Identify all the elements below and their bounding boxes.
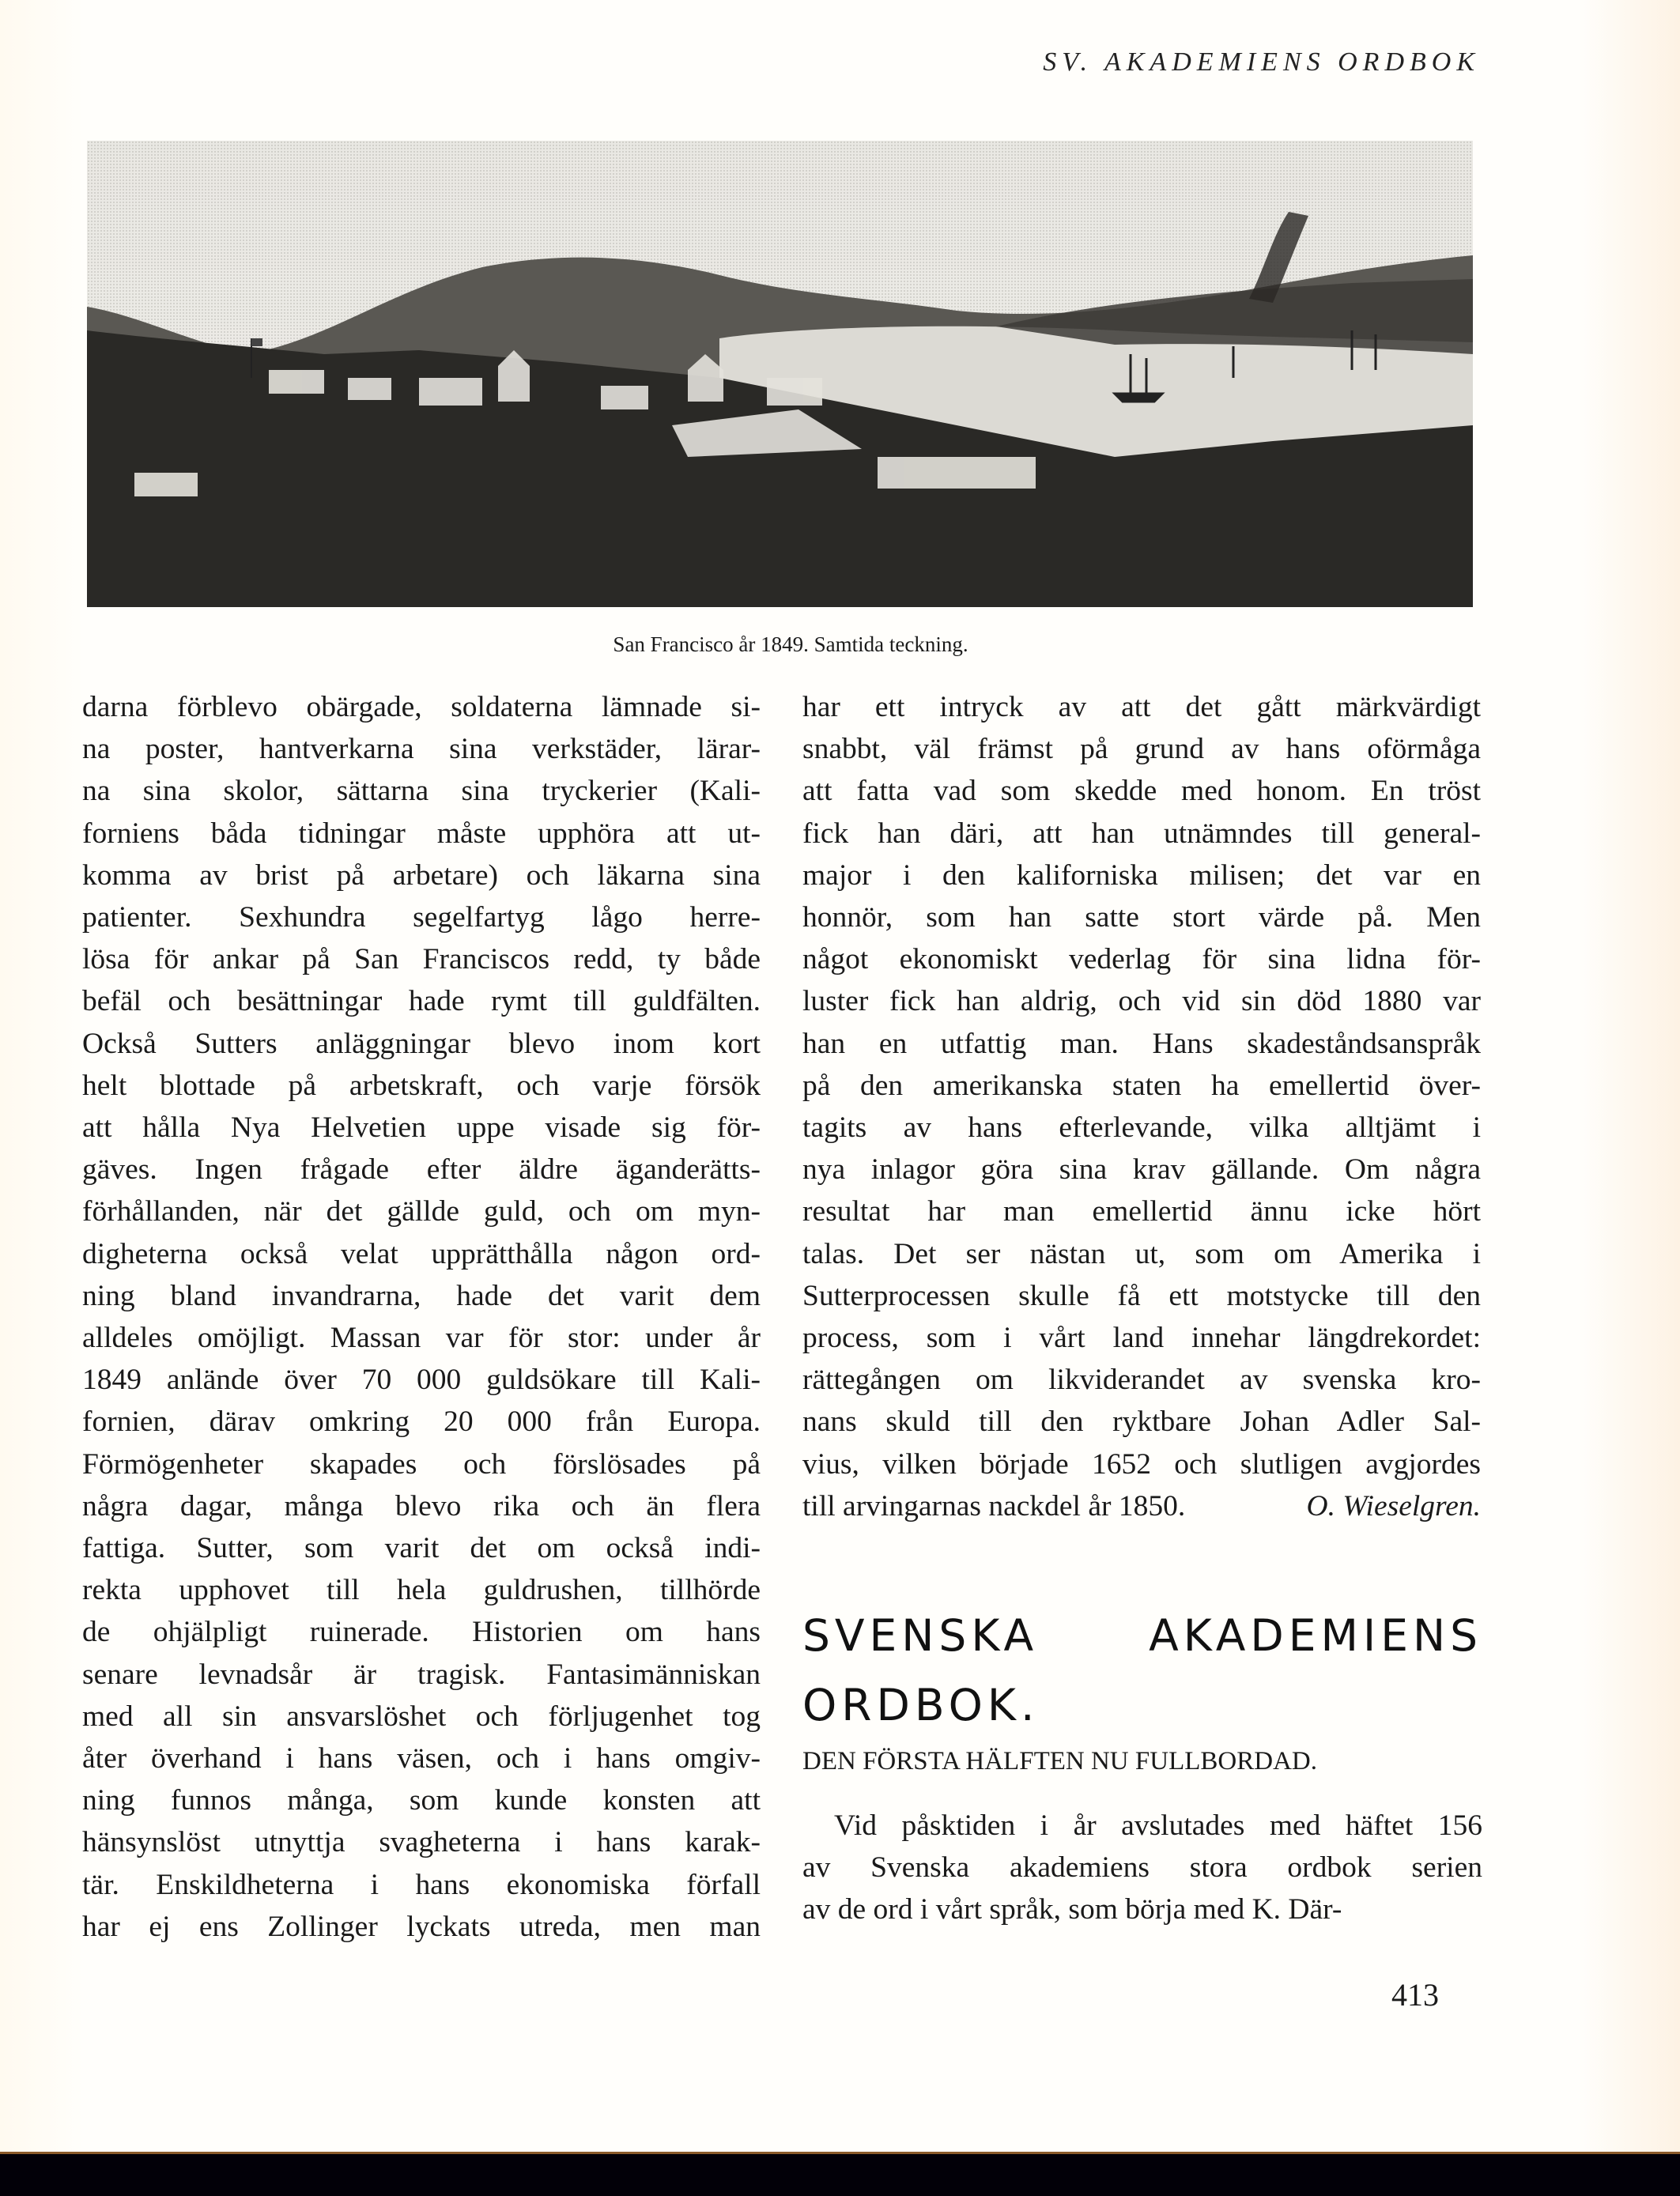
text-line: något ekonomiskt vederlag för sina lidna för- — [802, 943, 1481, 976]
text-line: att hålla Nya Helvetien uppe visade sig för- — [82, 1111, 761, 1145]
text-line-with-signature — [802, 1485, 1481, 1527]
figure-san-francisco-engraving — [87, 141, 1473, 607]
text-line: han en utfattig man. Hans skadeståndsanspråk — [802, 1027, 1481, 1060]
text-line: nya inlagor göra sina krav gällande. Om några — [802, 1153, 1481, 1187]
scan-border — [0, 2152, 1680, 2196]
text-line: att fatta vad som skedde med honom. En tröst — [802, 775, 1481, 808]
text-line: av Svenska akademiens stora ordbok serien — [802, 1851, 1482, 1885]
section-title-line-1: SVENSKA AKADEMIENS — [802, 1610, 1482, 1661]
text-line: senare levnadsår är tragisk. Fantasimänniskan — [82, 1658, 761, 1691]
text-line: fattiga. Sutter, som varit det om också indi- — [82, 1532, 761, 1565]
figure-caption: San Francisco år 1849. Samtida teckning. — [613, 632, 968, 656]
text-line: Förmögenheter skapades och förslösades på — [82, 1447, 761, 1481]
right-column — [802, 686, 1481, 1527]
text-line: darna förblevo obärgade, soldaterna lämnade si- — [82, 691, 761, 723]
section-body — [802, 1805, 1482, 1931]
text-line: några dagar, många blevo rika och än flera — [82, 1489, 761, 1522]
text-line: till arvingarnas nackdel år 1850. — [802, 1489, 1186, 1522]
text-line: Sutterprocessen skulle få ett motstycke till den — [802, 1279, 1481, 1312]
text-line: honnör, som han satte stort värde på. Men — [802, 901, 1481, 934]
text-line: lösa för ankar på San Franciscos redd, ty både — [82, 943, 761, 976]
text-line: med all sin ansvarslöshet och förljugenhet tog — [82, 1700, 761, 1733]
text-line: forniens båda tidningar måste upphöra att ut- — [82, 817, 761, 850]
text-line: na poster, hantverkarna sina verkstäder, lärar- — [82, 733, 761, 766]
text-line: befäl och besättningar hade rymt till guldfälten. — [82, 985, 761, 1018]
text-line: major i den kaliforniska milisen; det var en — [802, 858, 1481, 892]
author-signature: O. Wieselgren. — [1306, 1489, 1481, 1522]
text-line: snabbt, väl främst på grund av hans oförmåga — [802, 733, 1481, 766]
text-line: gäves. Ingen frågade efter äldre äganderätts- — [82, 1153, 761, 1187]
text-line: resultat har man emellertid ännu icke hört — [802, 1195, 1481, 1228]
text-line: Också Sutters anläggningar blevo inom kort — [82, 1027, 761, 1060]
text-line: rättegången om likviderandet av svenska kro- — [802, 1364, 1481, 1397]
text-line: luster fick han aldrig, och vid sin död 1880 var — [802, 985, 1481, 1018]
text-line: fornien, därav omkring 20 000 från Europa. — [82, 1406, 761, 1439]
text-line: patienter. Sexhundra segelfartyg lågo herre- — [82, 901, 761, 934]
text-line: på den amerikanska staten ha emellertid över- — [802, 1069, 1481, 1102]
text-line: helt blottade på arbetskraft, och varje försök — [82, 1069, 761, 1102]
running-head: SV. AKADEMIENS ORDBOK — [1043, 47, 1480, 77]
section-title — [802, 1601, 1482, 1740]
text-line: ning funnos många, som kunde konsten att — [82, 1784, 761, 1817]
text-line: hänsynslöst utnyttja svagheterna i hans karak- — [82, 1826, 761, 1859]
text-line: talas. Det ser nästan ut, som om Amerika i — [802, 1237, 1481, 1270]
text-line: ning bland invandrarna, hade det varit dem — [82, 1279, 761, 1312]
page-number: 413 — [1391, 1977, 1439, 2013]
text-line: vius, vilken började 1652 och slutligen avgjordes — [802, 1447, 1481, 1481]
text-line: rekta upphovet till hela guldrushen, tillhörde — [82, 1574, 761, 1607]
text-line: Vid påsktiden i år avslutades med häftet 156 — [834, 1809, 1482, 1842]
text-line: komma av brist på arbetare) och läkarna sina — [82, 858, 761, 892]
engraving-image — [87, 141, 1473, 607]
text-line: tär. Enskildheterna i hans ekonomiska förfall — [82, 1868, 761, 1901]
text-line: de ohjälpligt ruinerade. Historien om hans — [82, 1616, 761, 1649]
text-line: nans skuld till den ryktbare Johan Adler Sal- — [802, 1406, 1481, 1439]
text-line: 1849 anlände över 70 000 guldsökare till Kali- — [82, 1364, 761, 1397]
text-line: har ett intryck av att det gått märkvärdigt — [802, 691, 1481, 723]
section-subtitle: DEN FÖRSTA HÄLFTEN NU FULLBORDAD. — [802, 1747, 1317, 1775]
text-line: process, som i vårt land innehar längdrekordet: — [802, 1322, 1481, 1355]
text-line: av de ord i vårt språk, som börja med K. Där- — [802, 1893, 1342, 1926]
left-column — [82, 686, 761, 1948]
text-line: åter överhand i hans väsen, och i hans omgiv- — [82, 1742, 761, 1775]
text-line: förhållanden, när det gällde guld, och om myn- — [82, 1195, 761, 1228]
text-line: har ej ens Zollinger lyckats utreda, men man — [82, 1910, 761, 1943]
text-line: alldeles omöjligt. Massan var för stor: under år — [82, 1322, 761, 1355]
text-line: digheterna också velat upprätthålla någon ord- — [82, 1237, 761, 1270]
text-line: na sina skolor, sättarna sina tryckerier (Kali- — [82, 775, 761, 808]
text-line: tagits av hans efterlevande, vilka alltjämt i — [802, 1111, 1481, 1145]
section-title-line-2: ORDBOK. — [802, 1680, 1040, 1730]
text-line: fick han däri, att han utnämndes till general- — [802, 817, 1481, 850]
